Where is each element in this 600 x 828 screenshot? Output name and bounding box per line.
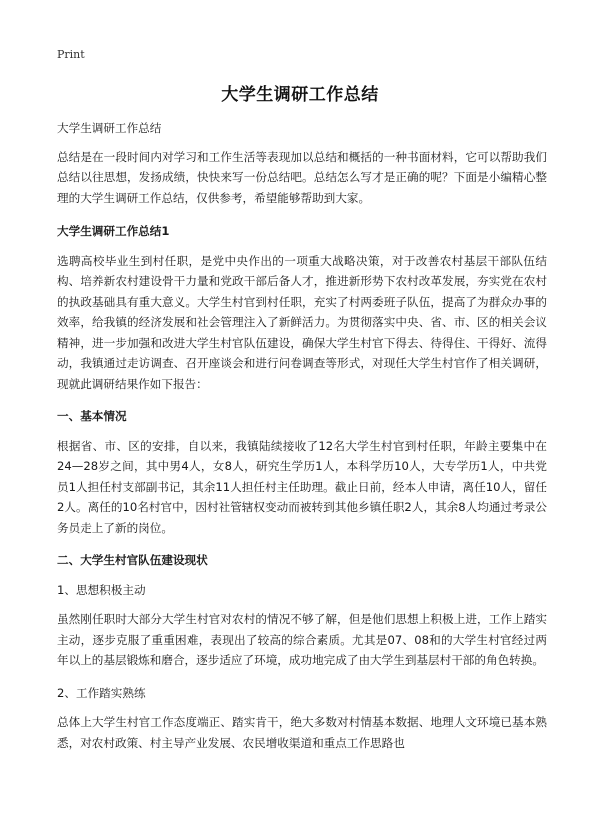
- document-body: [57, 118, 547, 765]
- subsection2-heading: 2、工作踏实熟练: [57, 685, 146, 700]
- print-label[interactable]: Print: [57, 48, 85, 61]
- page-title: 大学生调研工作总结: [221, 85, 379, 105]
- section1-heading: 大学生调研工作总结1: [57, 224, 170, 238]
- subsection1-heading: 1、思想积极主动: [57, 582, 146, 597]
- section1-paragraph: 选聘高校毕业生到村任职，是党中央作出的一项重大战略决策，对于改善农村基层干部队伍结构、培养新农村建设骨干力量和党政干部后备人才，推进新形势下农村改革发展，夯实党在农村的执政基础具有重大意义。大学生村官到村任职，充实了村两委班子队伍，提高了为群众办事的效率，给我镇的经济发展和社会管理注入了新鲜活力。为贯彻落实中央、省、市、区的相关会议精神，进一步加强和改进大学生村官队伍建设，确保大学生村官下得去、待得住、干得好、流得动，我镇通过走访调查、召开座谈会和进行问卷调查等形式，对现任大学生村官作了相关调研，现就此调研结果作如下报告：: [57, 253, 547, 391]
- basic-situation-paragraph: 根据省、市、区的安排，自以来，我镇陆续接收了12名大学生村官到村任职，年龄主要集中在24—28岁之间，其中男4人，女8人，研究生学历1人，本科学历10人，大专学历1人，中共党员1人担任村支部副书记，其余11人担任村主任助理。截止日前，经本人申请，离任10人，留任2人。离任的10名村官中，因村社管辖权变动而被转到其他乡镇任职2人，其余8人均通过考录公务员走上了新的岗位。: [57, 438, 547, 535]
- subsection1-paragraph: 虽然刚任职时大部分大学生村官对农村的情况不够了解，但是他们思想上积极上进，工作上踏实主动，逐步克服了重重困难，表现出了较高的综合素质。尤其是07、08和的大学生村官经过两年以上的基层锻炼和磨合，逐步适应了环境，成功地完成了由大学生到基层村干部的角色转换。: [57, 612, 547, 667]
- document-subtitle: 大学生调研工作总结: [57, 121, 162, 135]
- intro-paragraph: 总结是在一段时间内对学习和工作生活等表现加以总结和概括的一种书面材料，它可以帮助我们总结以往思想，发扬成绩，快快来写一份总结吧。总结怎么写才是正确的呢？下面是小编精心整理的大学生调研工作总结，仅供参考，希望能够帮助到大家。: [57, 149, 547, 205]
- team-status-heading: 二、大学生村官队伍建设现状: [57, 553, 208, 567]
- basic-situation-heading: 一、基本情况: [57, 409, 127, 423]
- subsection2-paragraph: 总体上大学生村官工作态度端正、踏实肯干，绝大多数对村情基本数据、地理人文环境已基本熟悉，对农村政策、村主导产业发展、农民增收渠道和重点工作思路也: [57, 715, 547, 750]
